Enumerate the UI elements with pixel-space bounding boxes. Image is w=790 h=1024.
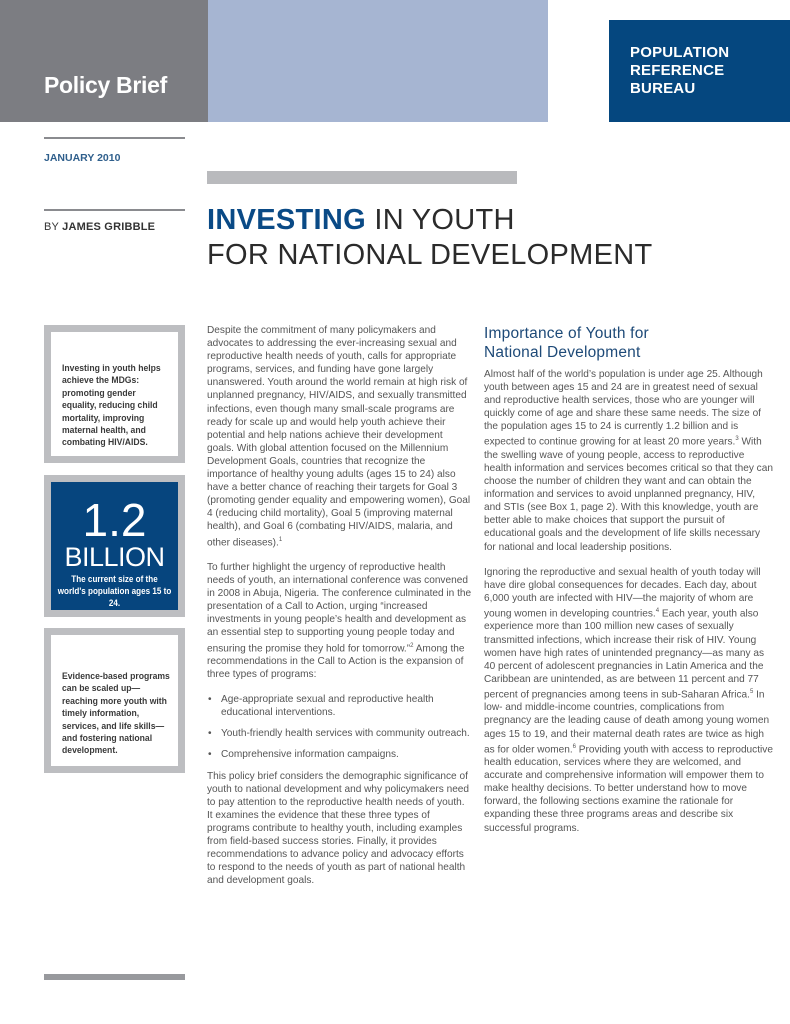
publisher-line-2: REFERENCE	[630, 62, 725, 79]
paragraph: Ignoring the reproductive and sexual health of youth today will have dire global consequences for decades. Each day, about 6,000 youth are infected with HIV—the majority of whom are young women in developing countries.$^4$ Each year, youth also experience more than 100 million new cases of sexually transmitted infections, which increase their risk of HIV. Young women have high rates of unintended pregnancy—as many as 40 percent of adolescent pregnancies in Latin America and the Caribbean are unintended, as are between 11 percent and 77 percent of pregnancies among teens in sub-Saharan Africa.$^5$ In low- and middle-income countries, complications from pregnancy are the leading cause of death among young women ages 15 to 19, and their maternal death rates are twice as high as for older women.$^6$ Providing youth with access to reproductive health education, services where they are welcomed, and accurate and comprehensive information will empower them to make healthy decisions. To better understand how to move forward, the following sections examine the rationale for expanding these three programs areas and describe six successful programs.	[484, 566, 773, 834]
title-line1-rest: IN YOUTH	[366, 204, 515, 236]
footnote-ref: 1	[278, 536, 283, 543]
callout-box-programs	[44, 628, 185, 773]
header-series-block	[0, 0, 208, 122]
footnote-ref: 3	[735, 436, 739, 443]
paragraph: Despite the commitment of many policymakers and advocates to addressing the ever-increasing sexual and reproductive health needs of youth, calls for appropriate programs, services, and funding have gone largely unanswered. Youth around the world remain at high risk of unplanned pregnancy, HIV/AIDS, and sexually transmitted infections, even though many small-scale programs are ready for scale up and would help youth achieve their potential and help nations achieve their development goals. With global attention focused on the Millennium Development Goals, countries that recognize the importance of healthy young adults (ages 15 to 24) also have a better chance of reaching their targets for Goal 3 (promoting gender equality and empowering women), Goal 4 (reducing child mortality), Goal 5 (improving maternal health), and Goal 6 (combating HIV/AIDS, malaria, and other diseases).$^1$	[207, 325, 471, 548]
divider-byline	[44, 209, 185, 211]
document-title	[207, 203, 653, 273]
footnote-ref: 2	[410, 642, 414, 649]
list-item: • Youth-friendly health services with community outreach.	[208, 728, 470, 740]
list-item: • Age-appropriate sexual and reproductive health educational interventions.	[208, 694, 434, 719]
stat-box	[44, 475, 185, 617]
callout-box-mdgs	[44, 325, 185, 463]
callout-text-programs: Evidence-based programs can be scaled up—reaching more youth with timely information, services, and life skills—and fostering national development.	[62, 670, 170, 756]
footnote-ref: 5	[749, 688, 754, 695]
list-item: • Comprehensive information campaigns.	[208, 749, 399, 761]
author-name: JAMES GRIBBLE	[62, 221, 156, 233]
publisher-line-3: BUREAU	[630, 80, 696, 97]
title-accent-bar	[207, 171, 517, 184]
divider-top	[44, 137, 185, 139]
section-heading: Importance of Youth for National Development	[484, 325, 649, 361]
footnote-ref: 6	[572, 743, 576, 750]
footnote-ref: 4	[655, 607, 660, 614]
bullet-icon: •	[208, 749, 212, 761]
publisher-logo	[609, 20, 790, 122]
stat-unit: BILLION	[64, 542, 165, 572]
title-highlight: INVESTING	[207, 204, 366, 236]
body-column-2	[484, 324, 774, 847]
paragraph: This policy brief considers the demographic significance of youth to national development and why policymakers need to pay attention to the reproductive health needs of youth. It examines the evidence that these three types of programs contribute to healthy youth, including examples from field-based success stories. Finally, it provides recommendations to advance policy and advocacy efforts to respond to the needs of youth as part of national health and development goals.	[207, 770, 470, 887]
body-column-1	[207, 324, 472, 899]
stat-number: 1.2	[82, 494, 147, 546]
bullet-icon: •	[208, 694, 212, 706]
publication-date: JANUARY 2010	[44, 152, 121, 164]
byline-prefix: BY	[44, 221, 59, 233]
paragraph: Almost half of the world’s population is under age 25. Although youth between ages 15 and 24 are in greatest need of sexual and reproductive health services, those who are younger will quickly come of age and share these same needs. The size of the population ages 15 to 24 is currently 1.2 billion and is expected to continue growing for at least 20 more years.$^3$ With the swelling wave of young people, access to reproductive health information and services becomes critical so that they can choose the number of children they want and can obtain the information and services to avoid unplanned pregnancy, HIV, and STIs (see Box 1, page 2). With this knowledge, youth are better able to make choices that support the pursuit of educational goals and the development of life skills necessary for national and local leadership positions.	[484, 369, 773, 553]
byline	[44, 221, 155, 233]
footer-rule	[44, 974, 185, 980]
header-color-block	[208, 0, 548, 122]
title-line2: FOR NATIONAL DEVELOPMENT	[207, 239, 653, 271]
publisher-line-1: POPULATION	[630, 44, 730, 61]
stat-caption: The current size of the world's population ages 15 to 24.	[57, 574, 172, 608]
bullet-icon: •	[208, 728, 212, 740]
series-label: Policy Brief	[44, 72, 167, 98]
callout-text-mdgs: Investing in youth helps achieve the MDGs: promoting gender equality, reducing child mortality, improving maternal health, and combating HIV/AIDS.	[62, 362, 161, 448]
program-list	[207, 693, 472, 761]
paragraph: To further highlight the urgency of reproductive health needs of youth, an international conference was convened in 2008 in Abuja, Nigeria. The conference culminated in the presentation of a Call to Action, urging “increased investments in young people’s health and development as an essential step to supporting young people today and ensuring the promise they hold for tomorrow.”$^2$ Among the recommendations in the Call to Action is the expansion of three types of programs:	[207, 561, 472, 681]
